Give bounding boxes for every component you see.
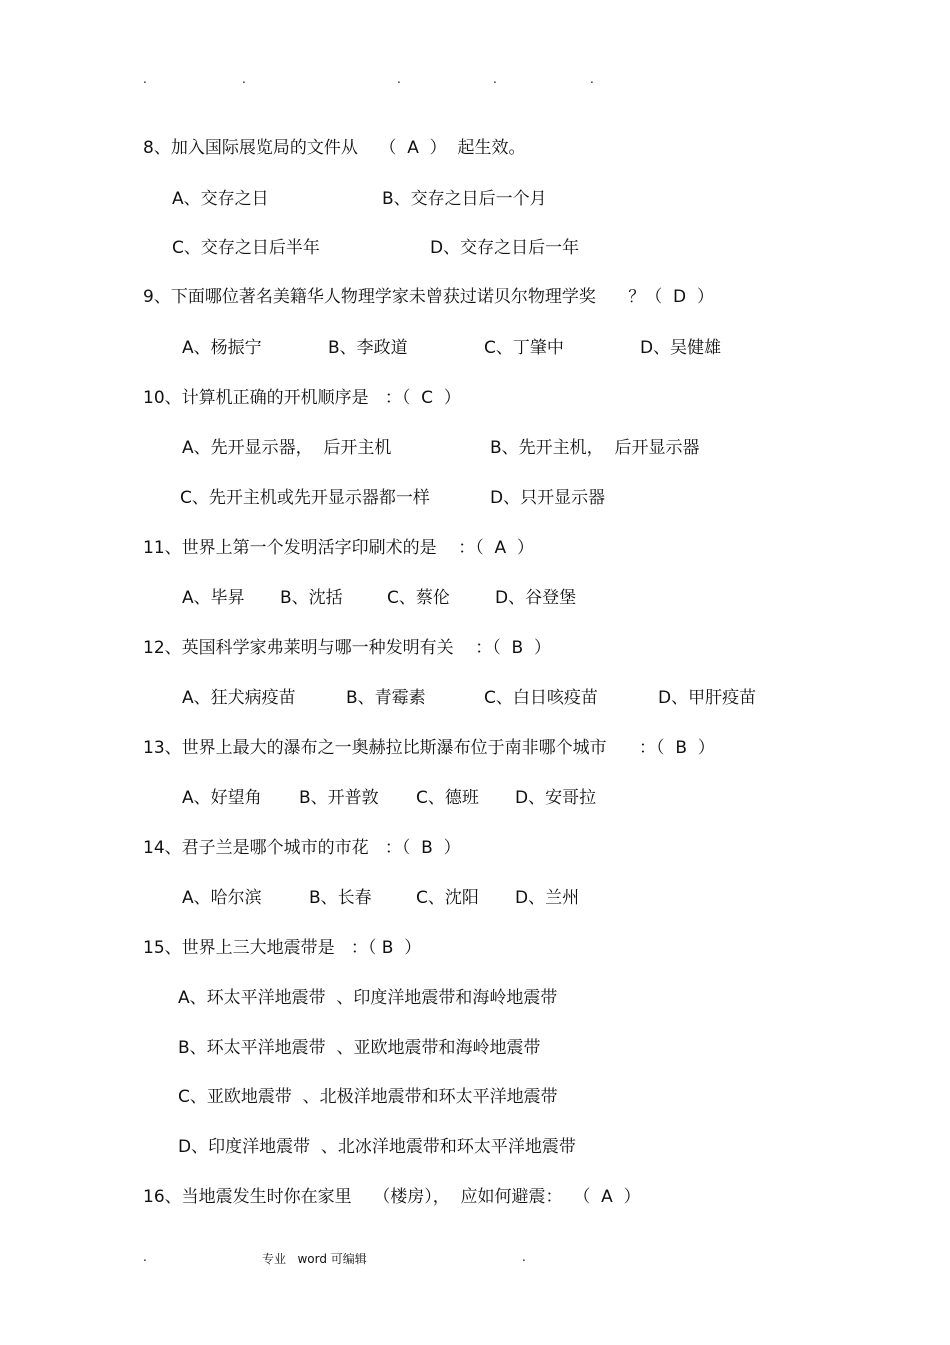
option-c: C、丁肇中 (484, 338, 564, 358)
option-a: A、杨振宁 (182, 338, 262, 358)
option-d: D、兰州 (515, 888, 580, 908)
option-d: D、印度洋地震带 、北冰洋地震带和环太平洋地震带 (178, 1137, 576, 1157)
option-a: A、毕昇 (182, 588, 245, 608)
option-c: C、沈阳 (416, 888, 479, 908)
option-c: C、蔡伦 (387, 588, 450, 608)
option-b: B、开普敦 (299, 788, 379, 808)
header-dot: . (242, 72, 246, 86)
footer-dot-left: . (143, 1250, 147, 1264)
option-b: B、青霉素 (346, 688, 426, 708)
question-14: 14、君子兰是哪个城市的市花 ：（ B ） (143, 838, 461, 858)
option-c: C、交存之日后半年 (172, 238, 320, 258)
option-b: B、先开主机， 后开显示器 (490, 438, 700, 458)
header-dot: . (493, 72, 497, 86)
option-d: D、安哥拉 (515, 788, 597, 808)
option-b: B、长春 (309, 888, 372, 908)
footer-dot-right: . (522, 1250, 526, 1264)
question-12: 12、英国科学家弗莱明与哪一种发明有关 ：（ B ） (143, 638, 552, 658)
question-10: 10、计算机正确的开机顺序是 ：（ C ） (143, 388, 461, 408)
option-d: D、吴健雄 (640, 338, 722, 358)
option-c: C、先开主机或先开显示器都一样 (180, 488, 430, 508)
question-11: 11、世界上第一个发明活字印刷术的是 ：（ A ） (143, 538, 534, 558)
option-a: A、先开显示器， 后开主机 (182, 438, 392, 458)
footer-text: 专业 word 可编辑 (262, 1252, 367, 1266)
question-9: 9、下面哪位著名美籍华人物理学家未曾获过诺贝尔物理学奖 ？（ D ） (143, 287, 714, 307)
option-b: B、李政道 (328, 338, 408, 358)
option-c: C、亚欧地震带 、北极洋地震带和环太平洋地震带 (178, 1087, 558, 1107)
question-16: 16、当地震发生时你在家里 （楼房）， 应如何避震： （ A ） (143, 1187, 641, 1207)
option-c: C、白日咳疫苗 (484, 688, 598, 708)
header-dot: . (590, 72, 594, 86)
option-d: D、甲肝疫苗 (658, 688, 757, 708)
option-a: A、好望角 (182, 788, 262, 808)
option-b: B、沈括 (280, 588, 343, 608)
header-dot: . (397, 72, 401, 86)
option-a: A、环太平洋地震带 、印度洋地震带和海岭地震带 (178, 988, 558, 1008)
option-b: B、环太平洋地震带 、亚欧地震带和海岭地震带 (178, 1038, 541, 1058)
header-dot: . (143, 72, 147, 86)
option-d: D、交存之日后一年 (430, 238, 580, 258)
option-a: A、交存之日 (172, 189, 269, 209)
option-a: A、哈尔滨 (182, 888, 262, 908)
option-d: D、谷登堡 (495, 588, 577, 608)
question-13: 13、世界上最大的瀑布之一奥赫拉比斯瀑布位于南非哪个城市 ：（ B ） (143, 738, 715, 758)
question-8: 8、加入国际展览局的文件从 （ A ） 起生效。 (143, 138, 526, 158)
question-15: 15、世界上三大地震带是 ：（ B ） (143, 938, 422, 958)
option-b: B、交存之日后一个月 (382, 189, 547, 209)
option-d: D、只开显示器 (490, 488, 606, 508)
option-a: A、狂犬病疫苗 (182, 688, 296, 708)
option-c: C、德班 (416, 788, 479, 808)
